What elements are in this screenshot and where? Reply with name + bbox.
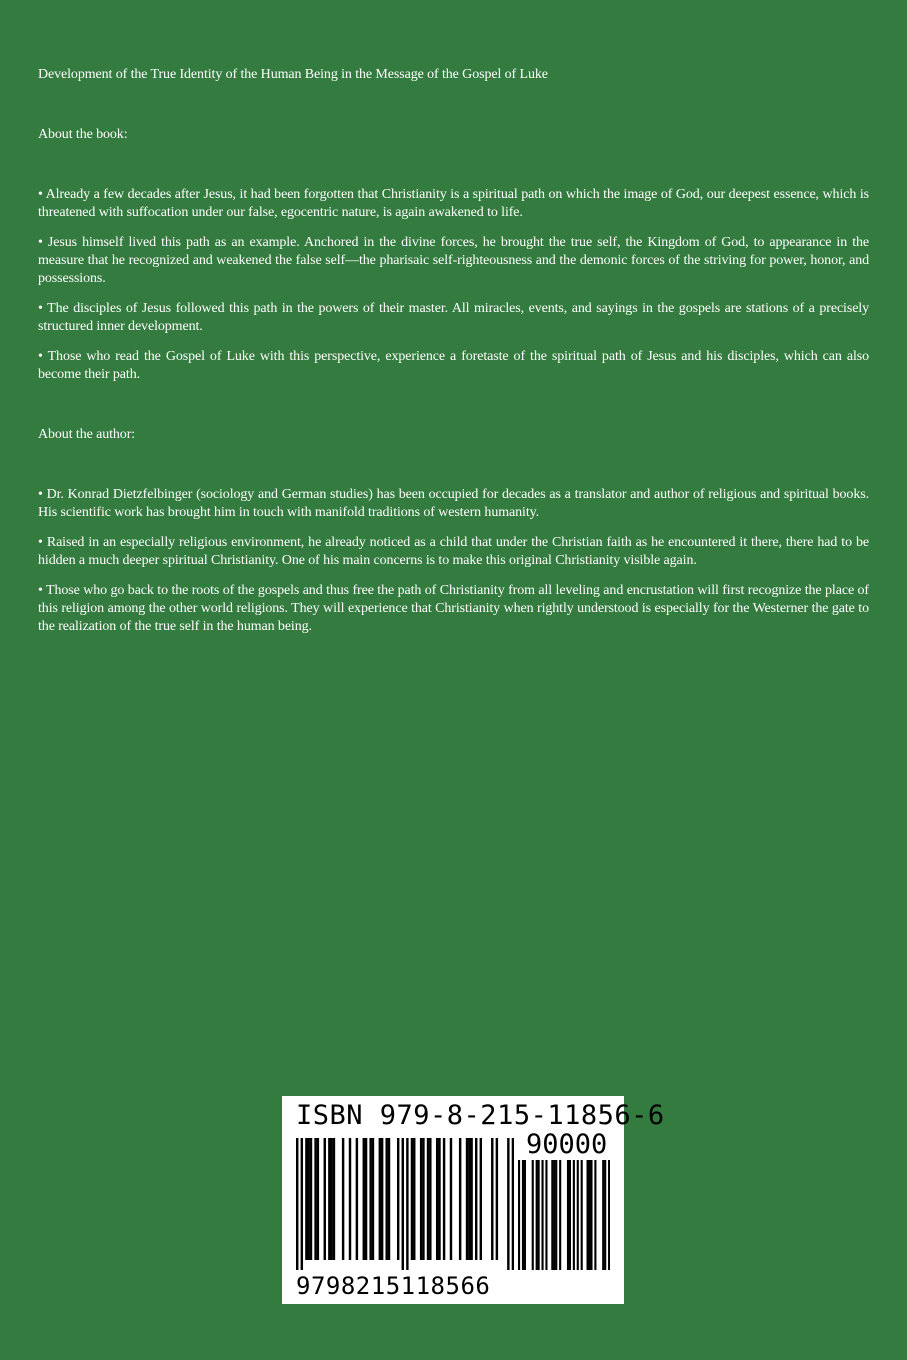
ean-digits: 9798215118566 <box>296 1272 491 1300</box>
barcode-bar <box>429 1138 431 1260</box>
barcode-bar <box>314 1138 316 1260</box>
paragraph-text: Jesus himself lived this path as an example. Anchored in the divine forces, he brought the true self, the Kingdom of God, to appearance in the measure that he recognized and weakened the false self—the pharisaic self-righteousness and the demonic forces of the striving for power, honor, and possessions. <box>38 235 870 286</box>
barcode-bar <box>388 1138 390 1260</box>
addon-bar <box>573 1160 575 1270</box>
about-author-heading: About the author: <box>38 427 136 442</box>
paragraph-text: Already a few decades after Jesus, it had been forgotten that Christianity is a spiritual path on which the image of God, our deepest essence, which is threatened with suffocation under our false, egocentric nature, is again awakened to life. <box>38 187 869 220</box>
barcode-bar <box>512 1138 514 1270</box>
addon-bar <box>569 1160 571 1270</box>
addon-bar <box>559 1160 561 1270</box>
addon-bar <box>541 1160 543 1270</box>
barcode-bar <box>363 1138 365 1260</box>
addon-bar <box>588 1160 590 1270</box>
about-author-paragraph <box>38 534 869 570</box>
about-author-paragraph <box>38 486 869 522</box>
addon-bars-graphic <box>518 1160 610 1270</box>
barcode-bar <box>491 1138 493 1260</box>
bullet-icon: • <box>38 535 43 550</box>
barcode-bar <box>349 1138 351 1260</box>
barcode-bar <box>438 1138 440 1260</box>
isbn-label: ISBN 979-8-215-11856-6 <box>296 1100 665 1131</box>
addon-bar <box>602 1160 604 1270</box>
barcode-bar <box>507 1138 509 1270</box>
addon-bar <box>581 1160 583 1270</box>
barcode-bar <box>301 1138 303 1270</box>
barcode-bar <box>397 1138 399 1260</box>
about-book-heading: About the book: <box>38 127 128 142</box>
barcode-bar <box>328 1138 330 1260</box>
addon-bar <box>590 1160 592 1270</box>
addon-bar <box>555 1160 557 1270</box>
addon-bar <box>532 1160 534 1270</box>
barcode-bar <box>296 1138 298 1270</box>
barcode-bar <box>356 1138 358 1260</box>
barcode-bar <box>369 1138 371 1260</box>
barcode-bar <box>324 1138 326 1260</box>
addon-bar <box>524 1160 526 1270</box>
barcode-bar <box>307 1138 309 1260</box>
price-code: 90000 <box>526 1129 608 1160</box>
about-book-paragraph <box>38 348 869 384</box>
barcode-bar <box>310 1138 312 1260</box>
barcode-bar <box>330 1138 332 1260</box>
addon-bar <box>518 1160 520 1270</box>
bullet-icon: • <box>38 487 43 502</box>
paragraph-text: Those who go back to the roots of the gospels and thus free the path of Christianity from all leveling and encrustation will first recognize the place of this religion among the other world religions. They will experience that Christianity when rightly understood is especially for the Westerner the gate to the realization of the true self in the human being. <box>38 583 869 634</box>
barcode-bar <box>365 1138 367 1260</box>
addon-bar <box>604 1160 606 1270</box>
paragraph-text: Raised in an especially religious environment, he already noticed as a child that under the Christian faith as he encountered it there, there had to be hidden a much deeper spiritual Christianity. One of his main concerns is to make this original Christianity visible again. <box>38 535 869 568</box>
about-book-paragraph <box>38 234 869 288</box>
barcode-bar <box>379 1138 381 1260</box>
barcode-bar <box>411 1138 413 1260</box>
barcode-bar <box>402 1138 404 1270</box>
addon-bar <box>587 1160 589 1270</box>
barcode-bar <box>372 1138 374 1260</box>
section-spacer <box>38 396 869 426</box>
barcode-bar <box>427 1138 429 1260</box>
barcode-bar <box>436 1138 438 1260</box>
addon-bar <box>608 1160 610 1270</box>
barcode-bar <box>413 1138 415 1260</box>
barcode-bar <box>480 1138 482 1260</box>
about-book-paragraph <box>38 186 869 222</box>
bullet-icon: • <box>38 187 43 202</box>
ean-barcode-bars <box>296 1138 514 1270</box>
barcode-bar <box>317 1138 319 1260</box>
about-book-paragraph <box>38 300 869 336</box>
barcode-bar <box>496 1138 498 1260</box>
barcode-bar <box>468 1138 470 1260</box>
addon-bar <box>551 1160 553 1270</box>
paragraph-text: Dr. Konrad Dietzfelbinger (sociology and German studies) has been occupied for decades as a translator and author of religious and spiritual books. His scientific work has brought him in touch with manifold traditions of western humanity. <box>38 487 869 520</box>
bullet-icon: • <box>38 301 43 316</box>
addon-bar <box>553 1160 555 1270</box>
bullet-icon: • <box>38 349 43 364</box>
barcode-bar <box>305 1138 307 1260</box>
addon-bar <box>536 1160 538 1270</box>
barcode-bar <box>470 1138 472 1260</box>
isbn-barcode <box>282 1096 665 1304</box>
addon-bar <box>594 1160 596 1270</box>
addon-bar <box>538 1160 540 1270</box>
barcode-bar <box>466 1138 468 1260</box>
cover-text <box>38 66 869 648</box>
addon-bar <box>522 1160 524 1270</box>
barcode-bars-graphic <box>296 1138 514 1270</box>
barcode-bar <box>443 1138 445 1260</box>
barcode-bar <box>406 1138 408 1270</box>
barcode-bar <box>385 1138 387 1260</box>
addon-bar <box>545 1160 547 1270</box>
barcode-bar <box>450 1138 452 1260</box>
barcode-bar <box>459 1138 461 1260</box>
barcode-bar <box>342 1138 344 1260</box>
addon-bar <box>567 1160 569 1270</box>
bullet-icon: • <box>38 583 43 598</box>
barcode-bar <box>333 1138 335 1260</box>
bullet-icon: • <box>38 235 43 250</box>
about-author-paragraph <box>38 582 869 636</box>
barcode-bar <box>420 1138 422 1260</box>
barcode-bar <box>381 1138 383 1260</box>
addon-bar <box>577 1160 579 1270</box>
barcode-bar <box>422 1138 424 1260</box>
paragraph-text: Those who read the Gospel of Luke with this perspective, experience a foretaste of the spiritual path of Jesus and his disciples, which can also become their path. <box>38 349 869 382</box>
paragraph-text: The disciples of Jesus followed this path in the powers of their master. All miracles, events, and sayings in the gospels are stations of a precisely structured inner development. <box>38 301 869 334</box>
barcode-bar <box>475 1138 477 1260</box>
addon-barcode-bars <box>518 1160 610 1270</box>
book-subtitle: Development of the True Identity of the Human Being in the Message of the Gospel of Luke <box>38 67 548 82</box>
